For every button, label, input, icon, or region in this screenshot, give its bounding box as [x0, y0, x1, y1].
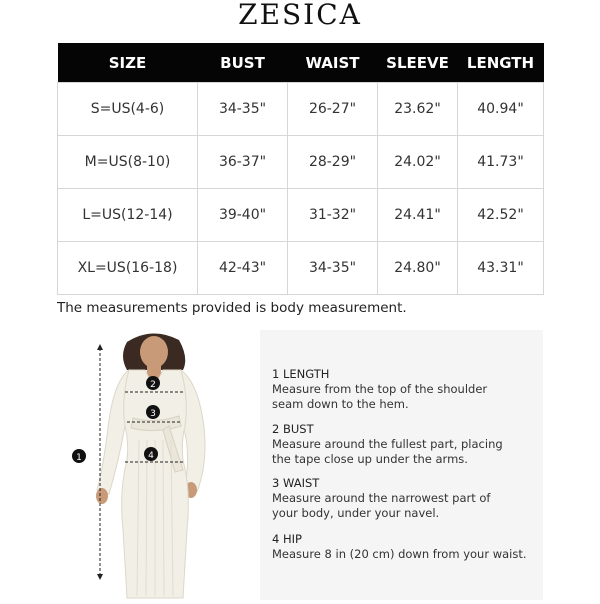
cell-bust: 42-43": [198, 242, 288, 295]
instruction-waist: [272, 476, 537, 521]
face-shape: [140, 336, 168, 368]
cell-size: XL=US(16-18): [58, 242, 198, 295]
cell-waist: 28-29": [288, 136, 378, 189]
header-bust: BUST: [198, 43, 288, 83]
marker-4-label: 4: [148, 451, 154, 461]
header-size: SIZE: [58, 43, 198, 83]
instruction-text: Measure 8 in (20 cm) down from your waist.: [272, 547, 527, 561]
marker-3-icon: [146, 405, 160, 419]
instruction-title: 4 HIP: [272, 532, 302, 546]
table-row: [58, 242, 544, 295]
instruction-text: Measure around the narrowest part of: [272, 491, 491, 505]
instruction-text: seam down to the hem.: [272, 397, 409, 411]
brand-logo: ZESICA: [238, 0, 362, 31]
instructions-panel: [260, 330, 543, 600]
marker-3-label: 3: [150, 409, 156, 419]
cell-size: S=US(4-6): [58, 83, 198, 136]
table-header-row: [58, 43, 544, 83]
header-waist: WAIST: [288, 43, 378, 83]
instruction-hip: [272, 532, 537, 562]
instruction-length: [272, 367, 537, 412]
instruction-title: 3 WAIST: [272, 476, 320, 490]
instruction-text: your body, under your navel.: [272, 506, 440, 520]
cell-length: 43.31": [458, 242, 544, 295]
header-length: LENGTH: [458, 43, 544, 83]
cell-waist: 31-32": [288, 189, 378, 242]
table-row: [58, 189, 544, 242]
marker-1-icon: [72, 449, 86, 463]
measurement-note: The measurements provided is body measurement.: [57, 300, 407, 316]
cell-waist: 26-27": [288, 83, 378, 136]
cell-sleeve: 24.80": [378, 242, 458, 295]
model-figure: [57, 330, 247, 600]
header-sleeve: SLEEVE: [378, 43, 458, 83]
instruction-title: 2 BUST: [272, 422, 314, 436]
size-chart-table: [57, 43, 544, 295]
cell-sleeve: 24.41": [378, 189, 458, 242]
marker-2-label: 2: [150, 380, 156, 390]
cell-sleeve: 24.02": [378, 136, 458, 189]
instruction-text: Measure from the top of the shoulder: [272, 382, 488, 396]
cell-bust: 36-37": [198, 136, 288, 189]
instruction-bust: [272, 422, 537, 467]
marker-2-icon: [146, 376, 160, 390]
cell-waist: 34-35": [288, 242, 378, 295]
cell-bust: 34-35": [198, 83, 288, 136]
instruction-title: 1 LENGTH: [272, 367, 330, 381]
cell-bust: 39-40": [198, 189, 288, 242]
marker-4-icon: [144, 447, 158, 461]
marker-1-label: 1: [76, 453, 82, 463]
cell-length: 42.52": [458, 189, 544, 242]
cell-sleeve: 23.62": [378, 83, 458, 136]
table-row: [58, 136, 544, 189]
cell-length: 40.94": [458, 83, 544, 136]
instruction-text: Measure around the fullest part, placing: [272, 437, 503, 451]
instruction-text: the tape close up under the arms.: [272, 452, 468, 466]
model-illustration: [57, 330, 247, 600]
cell-length: 41.73": [458, 136, 544, 189]
cell-size: L=US(12-14): [58, 189, 198, 242]
cell-size: M=US(8-10): [58, 136, 198, 189]
table-row: [58, 83, 544, 136]
